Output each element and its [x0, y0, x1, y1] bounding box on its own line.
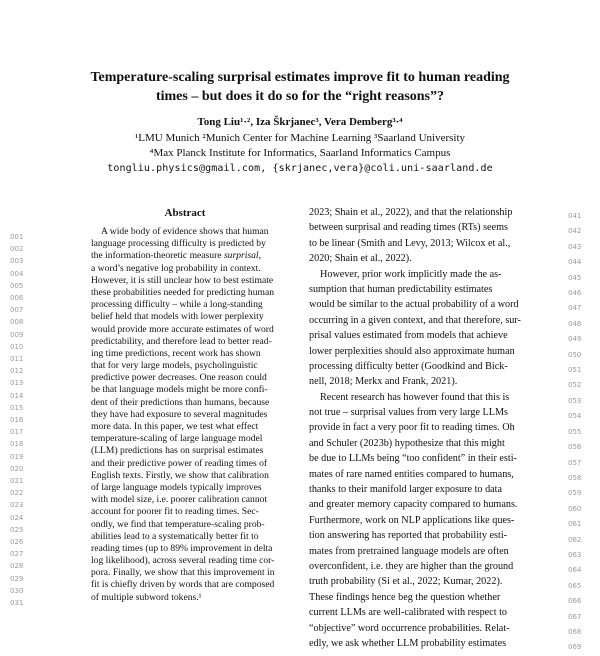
line-number: 057 [568, 458, 582, 467]
text-line: Recent research has however found that this is [320, 391, 510, 403]
text-line: these probabilities needed for predicting human [91, 286, 275, 298]
text-line: tion answering has reported that probability esti- [309, 530, 508, 542]
text-line: a word’s negative log probability in context. [91, 262, 261, 274]
line-number: 022 [10, 489, 24, 498]
line-number: 062 [568, 535, 582, 544]
text-line: not true – surprisal values from very large LLMs [309, 407, 508, 419]
line-number: 058 [568, 473, 582, 482]
line-number: 068 [568, 627, 582, 636]
right-line-numbers [568, 209, 581, 656]
paper-title [60, 68, 540, 106]
text-line: provide in fact a very poor fit to reading times. Oh [309, 422, 515, 434]
line-number: 011 [10, 355, 24, 364]
text-line: (LLM) predictions has on surprisal estimates [91, 445, 264, 457]
text-line: However, it is still unclear how to best estimate [91, 274, 274, 286]
line-number: 008 [10, 318, 24, 327]
line-number: 023 [10, 501, 24, 510]
text-line: language processing difficulty is predicted by [91, 238, 266, 250]
text-line: processing difficulty better (Goodkind and Bick- [309, 360, 508, 372]
text-line: thanks to their manifold larger exposure to data [309, 484, 503, 496]
text-line: truth probability (Si et al., 2022; Kumar, 2022). [309, 576, 503, 588]
line-number: 015 [10, 403, 24, 412]
line-number: 063 [568, 550, 582, 559]
line-number: 027 [10, 550, 24, 559]
text-line: sumption that human predictability estimates [309, 283, 493, 295]
line-number: 024 [10, 513, 24, 522]
abstract-heading: Abstract [164, 207, 206, 219]
text-line: temperature-scaling of large language model [91, 433, 263, 445]
text-line: of multiple subword tokens.¹ [91, 591, 202, 603]
line-number: 069 [568, 643, 582, 652]
text-line: nell, 2018; Merkx and Frank, 2021). [309, 376, 458, 388]
text-line: fit is chiefly driven by words that are composed [91, 579, 275, 591]
text-line: of large language models typically improves [91, 481, 262, 493]
text-line: 2023; Shain et al., 2022), and that the relationship [309, 207, 513, 218]
title-line: times – but does it do so for the “right reasons”? [155, 89, 445, 104]
text-line: mates from pretrained language models are often [309, 545, 509, 557]
text-line: account for poorer fit to reading times. Sec- [91, 506, 259, 518]
text-line: and Schuler (2023b) hypothesize that this might [309, 437, 505, 449]
text-line: and their predictive power of reading times of [91, 457, 268, 469]
text-line: edly, we ask whether LLM probability estimates [309, 637, 507, 649]
line-number: 028 [10, 562, 24, 571]
text-line: would be similar to the actual probability of a word [309, 299, 519, 311]
text-line: However, prior work implicitly made the as- [320, 268, 502, 280]
text-line: prisal values estimated from models that achieve [309, 330, 508, 342]
line-number: 007 [10, 306, 24, 315]
line-number: 042 [568, 227, 582, 236]
text-line: overconfident, i.e. they are higher than the ground [309, 560, 514, 572]
line-number: 003 [10, 257, 24, 266]
text-line: 2020; Shain et al., 2022). [309, 253, 412, 265]
text-line: the information-theoretic measure surprisal, [91, 250, 261, 262]
text-line: between surprisal and reading times (RTs) seems [309, 222, 508, 234]
abstract-body [91, 226, 278, 604]
line-number: 031 [10, 599, 24, 608]
line-number: 055 [568, 427, 582, 436]
line-number: 060 [568, 504, 582, 513]
line-number: 002 [10, 245, 24, 254]
line-number: 052 [568, 381, 582, 390]
text-line: would provide more accurate estimates of word [91, 323, 274, 335]
line-number: 010 [10, 342, 24, 351]
line-number: 048 [568, 319, 582, 328]
line-number: 018 [10, 440, 24, 449]
contact-email[interactable]: tongliu.physics@gmail.com, {skrjanec,vera}@coli.uni-saarland.de [107, 163, 493, 174]
line-number: 041 [568, 212, 582, 220]
line-number: 026 [10, 538, 24, 547]
line-number: 014 [10, 391, 24, 400]
line-number: 001 [10, 233, 24, 241]
line-number: 053 [568, 396, 582, 405]
text-line: to be linear (Smith and Levy, 2013; Wilcox et al., [309, 237, 511, 249]
text-line: English texts. Firstly, we show that calibration [91, 469, 269, 481]
affiliation-line: ¹LMU Munich ²Munich Center for Machine Learning ³Saarland University [134, 132, 466, 144]
line-number: 049 [568, 335, 582, 344]
text-line: lower perplexities should also approximate human [309, 345, 515, 357]
line-number: 047 [568, 304, 582, 313]
text-line: belief held that models with lower perplexity [91, 311, 264, 323]
text-line: that for very large models, psycholinguistic [91, 360, 258, 372]
text-line: they have had exposure to several magnitudes [91, 408, 268, 420]
line-number: 005 [10, 281, 24, 290]
text-line: Furthermore, work on NLP applications like ques- [309, 514, 515, 526]
text-line: current LLMs are well-calibrated with respect to [309, 607, 508, 619]
text-line: reading times (up to 89% improvement in delta [91, 542, 273, 554]
text-line: more data. In this paper, we test what effect [91, 421, 259, 432]
line-number: 043 [568, 242, 582, 251]
text-line: occurring in a given context, and that therefore, sur- [309, 314, 521, 326]
line-number: 054 [568, 412, 582, 421]
line-number: 019 [10, 452, 24, 461]
line-number: 030 [10, 586, 24, 595]
left-line-numbers [10, 231, 23, 609]
title-line: Temperature-scaling surprisal estimates improve fit to human reading [90, 70, 510, 85]
line-number: 067 [568, 612, 582, 621]
line-number: 061 [568, 520, 582, 529]
text-line: log likelihood), across several reading time cor- [91, 555, 275, 567]
line-number: 059 [568, 489, 582, 498]
line-number: 017 [10, 428, 24, 437]
line-number: 050 [568, 350, 582, 359]
line-number: 045 [568, 273, 582, 282]
line-number: 020 [10, 464, 24, 473]
text-line: predictability, and therefore lead to better read- [91, 335, 272, 347]
text-line: These findings hence beg the question whether [309, 591, 501, 603]
text-line: abilities lead to a systematically better fit to [91, 530, 259, 542]
line-number: 025 [10, 525, 24, 534]
text-line: pora. Finally, we show that this improvement in [91, 567, 275, 579]
line-number: 016 [10, 416, 24, 425]
text-line: processing difficulty – while a long-standing [91, 299, 263, 311]
text-line: ing time predictions, recent work has shown [91, 347, 261, 359]
text-line: be due to LLMs being “too confident” in their esti- [309, 453, 517, 465]
text-line: with model size, i.e. poorer calibration cannot [91, 494, 268, 506]
line-number: 046 [568, 289, 582, 298]
text-line: be that language models might be more confi- [91, 384, 268, 396]
line-number: 004 [10, 269, 24, 278]
text-line: ondly, we find that temperature-scaling prob- [91, 518, 265, 530]
text-line: and greater memory capacity compared to humans. [309, 499, 518, 511]
line-number: 064 [568, 566, 582, 575]
text-line: predictive power decreases. One reason could [91, 372, 267, 384]
affiliation-line: ⁴Max Planck Institute for Informatics, Saarland Informatics Campus [149, 147, 451, 159]
line-number: 012 [10, 367, 24, 376]
line-number: 013 [10, 379, 24, 388]
line-number: 006 [10, 294, 24, 303]
text-line: dent of their predictions than humans, because [91, 396, 270, 408]
text-line: “objective” word occurrence probabilities. Relat- [309, 622, 510, 634]
line-number: 065 [568, 581, 582, 590]
line-number: 044 [568, 258, 582, 267]
line-number: 009 [10, 330, 24, 339]
right-column-body [309, 205, 531, 651]
line-number: 056 [568, 443, 582, 452]
line-number: 051 [568, 366, 582, 375]
line-number: 029 [10, 574, 24, 583]
line-number: 066 [568, 597, 582, 606]
text-line: A wide body of evidence shows that human [101, 226, 269, 237]
author-list: Tong Liu¹·², Iza Škrjanec³, Vera Demberg³·⁴ [197, 116, 403, 128]
line-number: 021 [10, 477, 24, 486]
text-line: mates of rare named entities compared to humans, [309, 468, 514, 480]
